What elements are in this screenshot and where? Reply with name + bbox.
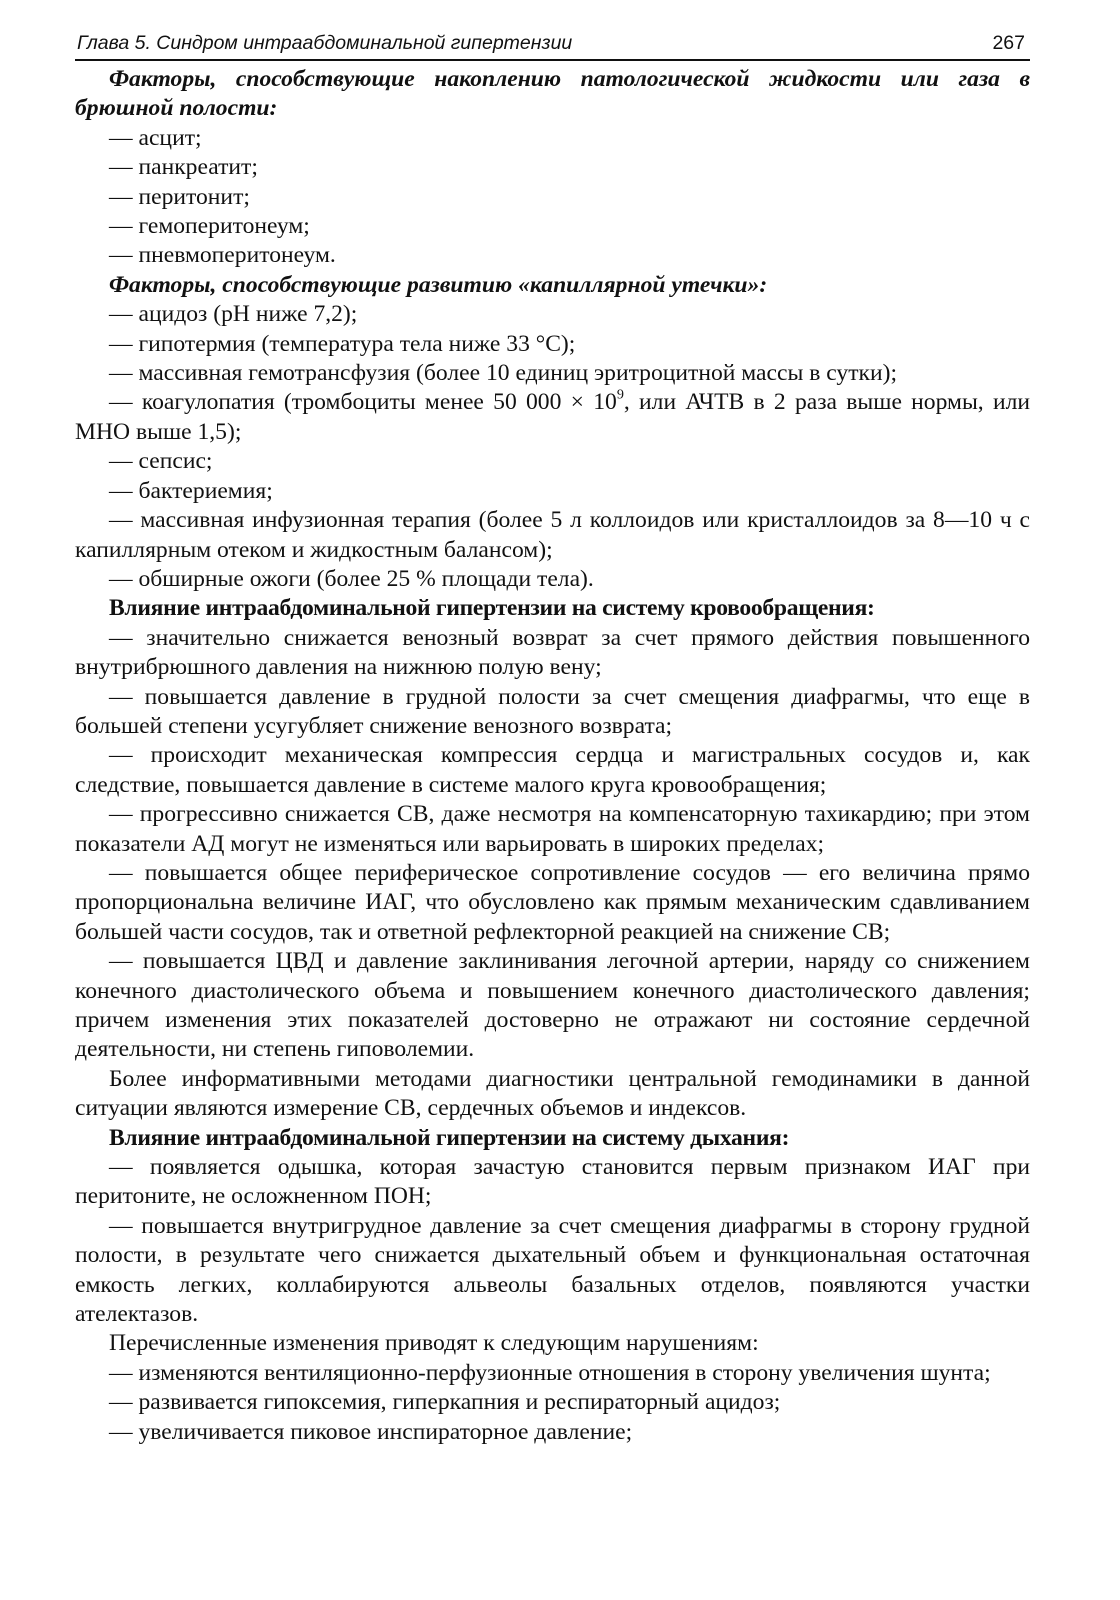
running-header [75,30,1030,56]
list-item: — значительно снижается венозный возврат за счет прямого действия повышенного внутрибрюшного давления на нижнюю полую вену; [75,624,1030,681]
list-item: — перитонит; [109,183,250,210]
chapter-title: Глава 5. Синдром интраабдоминальной гипертензии [77,32,573,54]
coagulopathy-text-start: — коагулопатия (тромбоциты менее 50 000 × 10 [109,389,617,416]
section-heading-capillary-leak-factors: Факторы, способствующие развитию «капиллярной утечки»: [109,271,768,298]
exponent: 9 [616,386,624,403]
section-heading-respiration: Влияние интраабдоминальной гипертензии на систему дыхания: [109,1124,790,1151]
section-heading-fluid-gas-factors: Факторы, способствующие накоплению патологической жидкости или газа в брюшной полости: [75,66,1030,122]
list-item: — сепсис; [109,448,213,475]
list-item-coagulopathy [75,388,1030,447]
list-item: — повышается ЦВД и давление заклинивания легочной артерии, наряду со снижением конечного диастолического объема и повышением конечного диастолического давления; причем изменения этих показателей достоверно не отражают ни состояние сердечной деятельности, ни степень гиповолемии. [75,948,1030,1063]
list-item: — ацидоз (рН ниже 7,2); [109,301,358,328]
list-item: — развивается гипоксемия, гиперкапния и респираторный ацидоз; [109,1389,781,1416]
list-item: — асцит; [109,124,202,151]
list-item: — повышается давление в грудной полости за счет смещения диафрагмы, что еще в большей степени усугубляет снижение венозного возврата; [75,683,1030,739]
list-item: — увеличивается пиковое инспираторное давление; [109,1418,633,1445]
body-paragraph: Перечисленные изменения приводят к следующим нарушениям: [109,1330,759,1357]
list-item: — гемоперитонеум; [109,213,310,240]
book-page [75,30,1030,1447]
list-item: — панкреатит; [109,154,258,181]
list-item: — массивная гемотрансфузия (более 10 единиц эритроцитной массы в сутки); [109,360,898,387]
list-item: — происходит механическая компрессия сердца и магистральных сосудов и, как следствие, повышается давление в системе малого круга кровообращения; [75,742,1030,798]
list-item: — прогрессивно снижается СВ, даже несмотря на компенсаторную тахикардию; при этом показатели АД могут не изменяться или варьировать в широких пределах; [75,801,1030,857]
header-rule [75,59,1030,61]
list-item: — бактериемия; [109,477,273,504]
page-number: 267 [992,32,1025,54]
coagulopathy-text-end: , или АЧТВ в 2 раза выше нормы, или МНО выше 1,5); [75,389,1030,445]
body-paragraph: Более информативными методами диагностики центральной гемодинамики в данной ситуации являются измерение СВ, сердечных объемов и индексов. [75,1065,1030,1122]
list-item: — пневмоперитонеум. [109,242,336,269]
list-item: — обширные ожоги (более 25 % площади тела). [109,565,594,592]
list-item: — повышается внутригрудное давление за счет смещения диафрагмы в сторону грудной полости, в результате чего снижается дыхательный объем и функциональная остаточная емкость легких, коллабируются альвеолы базальных отделов, появляются участки ателектазов. [75,1212,1030,1328]
list-item: — появляется одышка, которая зачастую становится первым признаком ИАГ при перитоните, не осложненном ПОН; [75,1154,1030,1210]
list-item: — изменяются вентиляционно-перфузионные отношения в сторону увеличения шунта; [109,1359,991,1386]
section-heading-circulation: Влияние интраабдоминальной гипертензии на систему кровообращения: [109,595,875,622]
list-item: — гипотермия (температура тела ниже 33 °С); [109,330,576,357]
list-item: — массивная инфузионная терапия (более 5 л коллоидов или кристаллоидов за 8—10 ч с капиллярным отеком и жидкостным балансом); [75,507,1030,563]
list-item: — повышается общее периферическое сопротивление сосудов — его величина прямо пропорциональна величине ИАГ, что обусловлено как прямым механическим сдавливанием большей части сосудов, так и ответной рефлекторной реакцией на снижение СВ; [75,859,1030,945]
